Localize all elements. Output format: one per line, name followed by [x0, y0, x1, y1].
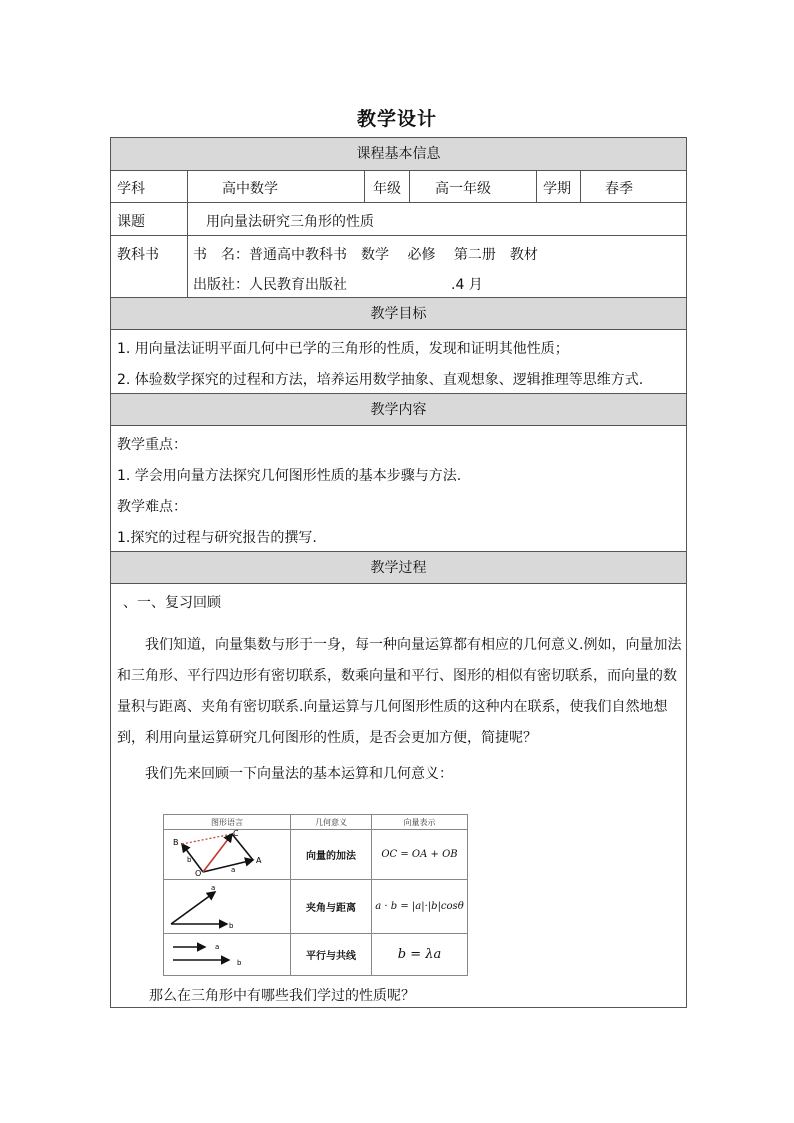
figure-graphic-parallel	[164, 934, 291, 976]
subject-label-cell	[111, 171, 188, 202]
triangle-properties-question: 那么在三角形中有哪些我们学过的性质呢？	[149, 988, 415, 1004]
figure-formula-parallel: b = λa	[372, 934, 468, 976]
parallel-vectors-diagram	[165, 934, 289, 972]
textbook-label: 教科书	[117, 247, 159, 263]
parallel-label-b: b	[237, 959, 242, 967]
goals-section-header: 教学目标	[111, 298, 686, 330]
process-body	[111, 584, 686, 1008]
angle-vector-a-arrow	[171, 892, 215, 924]
topic-value: 用向量法研究三角形的性质	[206, 214, 374, 230]
lesson-plan-table	[110, 137, 687, 1008]
label-a-vector: a	[231, 866, 236, 874]
term-label: 学期	[543, 181, 571, 197]
content-section-header: 教学内容	[111, 394, 686, 426]
label-o-point: O	[195, 869, 202, 876]
label-c-point: C	[233, 830, 239, 838]
figure-meaning-angle: 夹角与距离	[291, 880, 372, 934]
figure-formula-addition: OC = OA + OB	[372, 830, 468, 880]
content-body	[111, 426, 686, 552]
page-title: 教学设计	[356, 108, 437, 130]
info-row-textbook	[111, 236, 686, 298]
parallelogram-edge	[182, 834, 232, 844]
key-point-item: 1. 学会用向量方法探究几何图形性质的基本步骤与方法.	[117, 468, 462, 484]
parallel-label-a: a	[215, 943, 220, 951]
grade-label-cell	[365, 171, 410, 202]
vector-review-figure	[163, 814, 468, 970]
topic-label: 课题	[117, 214, 145, 230]
figure-header-graphic: 图形语言	[164, 815, 291, 830]
figure-graphic-addition	[164, 830, 291, 880]
info-section-header: 课程基本信息	[111, 138, 686, 171]
goal-item-2: 2. 体验数学探究的过程和方法，培养运用数学抽象、直观想象、逻辑推理等思维方式.	[117, 372, 644, 388]
term-label-cell	[537, 171, 581, 202]
textbook-value-cell	[188, 236, 686, 297]
figure-formula-angle: a · b = |a|·|b|cosθ	[372, 880, 468, 934]
textbook-date: .4 月	[451, 277, 483, 293]
grade-value-cell	[410, 171, 537, 202]
goals-body	[111, 330, 686, 394]
review-intro-paragraph: 我们先来回顾一下向量法的基本运算和几何意义：	[145, 766, 453, 782]
grade-label: 年级	[373, 181, 401, 197]
textbook-name: 书 名：普通高中教科书 数学 必修 第二册 教材	[193, 247, 538, 263]
goal-item-1: 1. 用向量法证明平面几何中已学的三角形的性质，发现和证明其他性质；	[117, 341, 569, 357]
vector-addition-diagram	[165, 830, 289, 876]
process-section-header: 教学过程	[111, 552, 686, 584]
angle-label-b: b	[229, 922, 234, 930]
figure-graphic-angle	[164, 880, 291, 934]
process-section-1-heading: 、一、复习回顾	[123, 595, 221, 611]
label-b-vector: b	[187, 856, 192, 864]
subject-value-cell	[188, 171, 365, 202]
textbook-publisher: 出版社：人民教育出版社	[193, 277, 347, 293]
label-a-point: A	[256, 856, 262, 865]
topic-label-cell	[111, 203, 188, 235]
subject-value: 高中数学	[222, 181, 278, 197]
review-paragraph: 我们知道，向量集数与形于一身，每一种向量运算都有相应的几何意义.例如，向量加法和三角形、平行四边形有密切联系，数乘向量和平行、图形的相似有密切联系，而向量的数量积与距离、夹角有密切联系.向量运算与几何图形性质的这种内在联系，使我们自然地想到，利用向量运算研究几何图形的性质，是否会更加方便，简捷呢？	[117, 637, 682, 746]
label-b-point: B	[173, 838, 179, 847]
topic-value-cell	[188, 203, 686, 235]
difficult-point-label: 教学难点：	[117, 499, 187, 515]
difficult-point-item: 1.探究的过程与研究报告的撰写.	[117, 530, 317, 546]
subject-label: 学科	[117, 181, 145, 197]
term-value: 春季	[605, 181, 633, 197]
term-value-cell	[581, 171, 686, 202]
angle-distance-diagram	[165, 880, 289, 930]
figure-meaning-addition: 向量的加法	[291, 830, 372, 880]
figure-header-formula: 向量表示	[372, 815, 468, 830]
textbook-label-cell	[111, 236, 188, 297]
figure-meaning-parallel: 平行与共线	[291, 934, 372, 976]
info-row-topic	[111, 203, 686, 236]
vector-ob-arrow	[182, 844, 203, 872]
info-row-subject	[111, 171, 686, 203]
grade-value: 高一年级	[435, 181, 491, 197]
key-point-label: 教学重点：	[117, 437, 187, 453]
angle-label-a: a	[211, 884, 216, 892]
figure-header-meaning: 几何意义	[291, 815, 372, 830]
